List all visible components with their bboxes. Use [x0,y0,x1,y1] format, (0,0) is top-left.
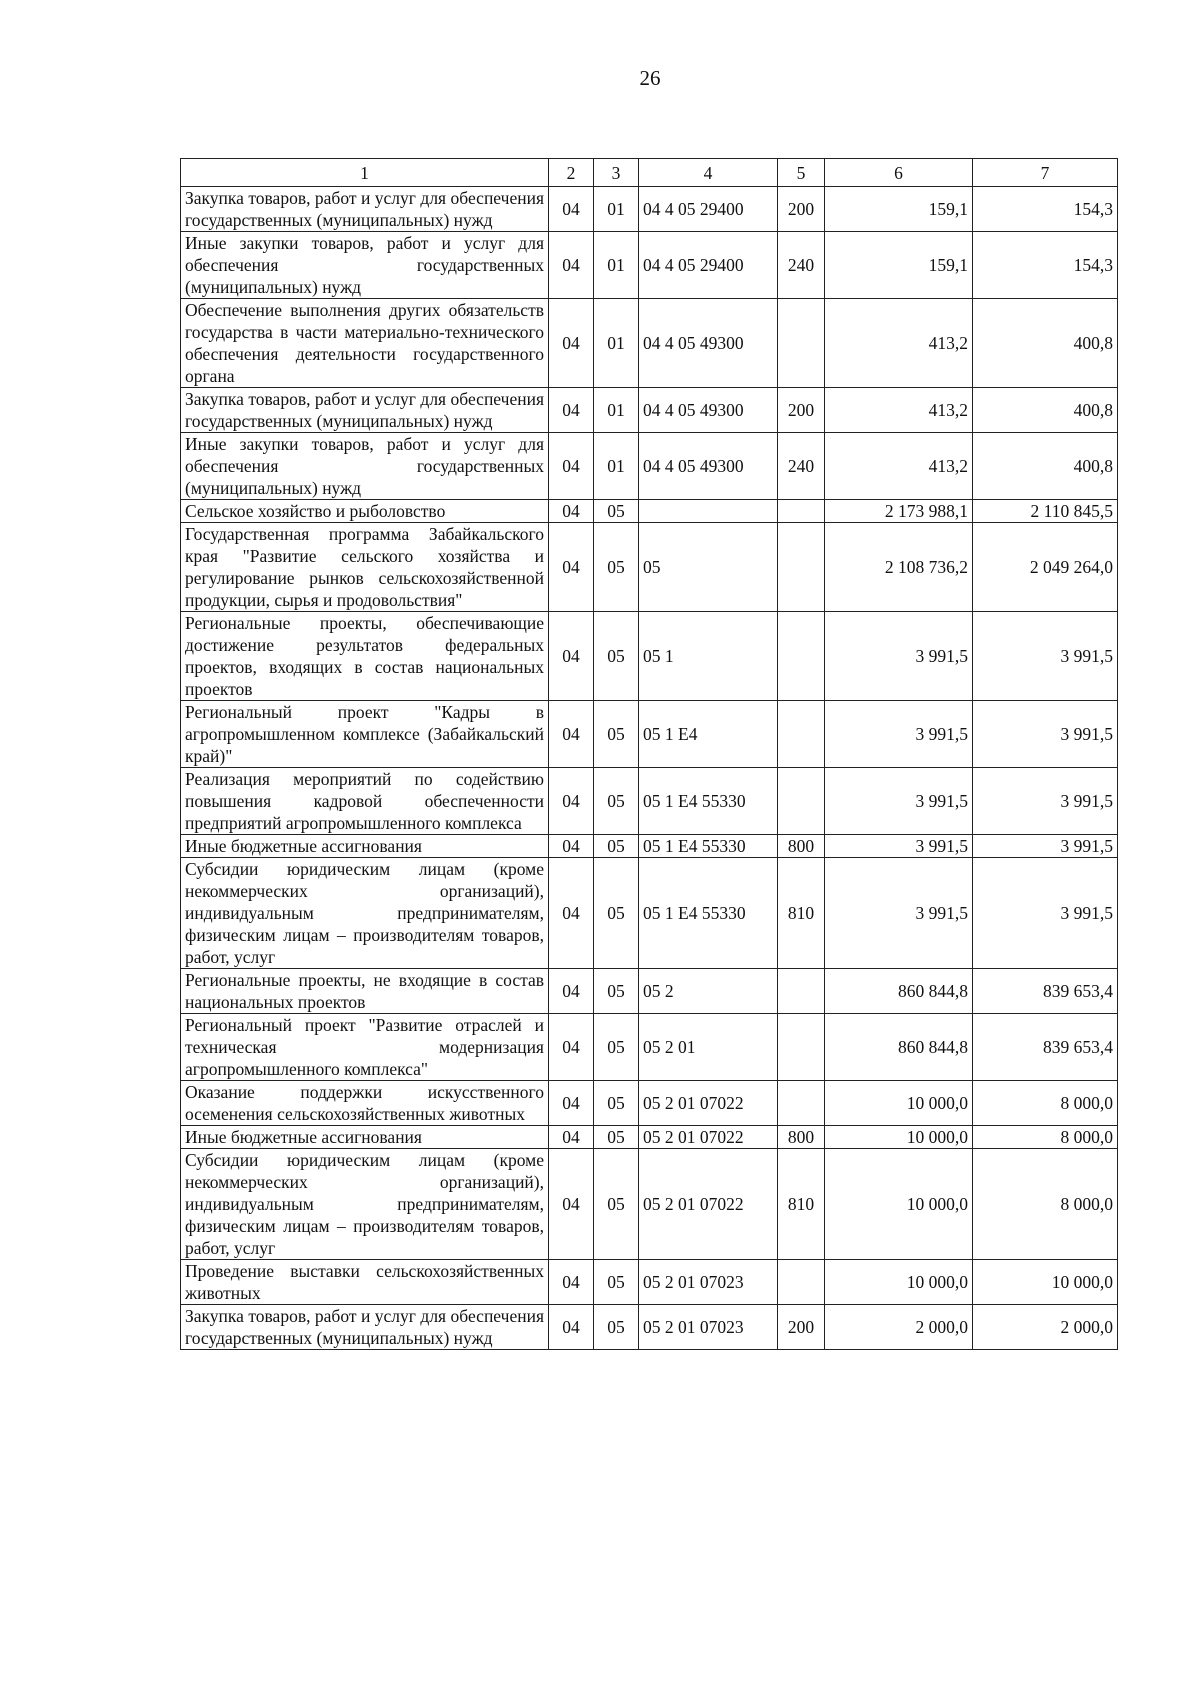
row-name-cell: Региональный проект "Развитие отраслей и техническая модернизация агропромышленного комплекса" [181,1014,549,1081]
expense-type-cell: 200 [778,187,825,232]
target-article-cell: 05 2 01 07023 [639,1260,778,1305]
section-code-cell: 04 [549,1014,594,1081]
target-article-cell: 05 1 E4 55330 [639,768,778,835]
amount-year2-cell: 8 000,0 [973,1081,1118,1126]
amount-year1-cell: 3 991,5 [825,612,973,701]
row-name-cell: Реализация мероприятий по содействию повышения кадровой обеспеченности предприятий агропромышленного комплекса [181,768,549,835]
amount-year2-cell: 400,8 [973,299,1118,388]
row-name-cell: Иные закупки товаров, работ и услуг для обеспечения государственных (муниципальных) нужд [181,232,549,299]
subsection-code-cell: 05 [594,1260,639,1305]
section-code-cell: 04 [549,1081,594,1126]
amount-year1-cell: 860 844,8 [825,1014,973,1081]
target-article-cell: 04 4 05 49300 [639,433,778,500]
row-name-cell: Иные бюджетные ассигнования [181,835,549,858]
subsection-code-cell: 01 [594,187,639,232]
table-row [181,1149,1118,1260]
target-article-cell: 04 4 05 29400 [639,187,778,232]
target-article-cell: 05 2 01 07022 [639,1149,778,1260]
column-header: 2 [549,159,594,187]
subsection-code-cell: 05 [594,1149,639,1260]
amount-year1-cell: 413,2 [825,388,973,433]
section-code-cell: 04 [549,1260,594,1305]
amount-year1-cell: 10 000,0 [825,1081,973,1126]
row-name-cell: Оказание поддержки искусственного осеменения сельскохозяйственных животных [181,1081,549,1126]
amount-year1-cell: 2 108 736,2 [825,523,973,612]
amount-year1-cell: 3 991,5 [825,858,973,969]
row-name-cell: Сельское хозяйство и рыболовство [181,500,549,523]
amount-year2-cell: 3 991,5 [973,768,1118,835]
expense-type-cell [778,1014,825,1081]
amount-year2-cell: 2 049 264,0 [973,523,1118,612]
column-header: 1 [181,159,549,187]
target-article-cell: 05 [639,523,778,612]
section-code-cell: 04 [549,433,594,500]
table-row [181,232,1118,299]
subsection-code-cell: 01 [594,299,639,388]
section-code-cell: 04 [549,858,594,969]
expense-type-cell [778,500,825,523]
target-article-cell: 05 2 01 07022 [639,1081,778,1126]
target-article-cell: 04 4 05 49300 [639,388,778,433]
amount-year2-cell: 839 653,4 [973,1014,1118,1081]
subsection-code-cell: 05 [594,768,639,835]
row-name-cell: Иные закупки товаров, работ и услуг для обеспечения государственных (муниципальных) нужд [181,433,549,500]
target-article-cell: 05 1 E4 55330 [639,858,778,969]
amount-year1-cell: 2 173 988,1 [825,500,973,523]
table-row [181,1081,1118,1126]
amount-year2-cell: 3 991,5 [973,612,1118,701]
row-name-cell: Государственная программа Забайкальского края "Развитие сельского хозяйства и регулирование рынков сельскохозяйственной продукции, сырья и продовольствия" [181,523,549,612]
subsection-code-cell: 05 [594,523,639,612]
table-row [181,1014,1118,1081]
row-name-cell: Проведение выставки сельскохозяйственных животных [181,1260,549,1305]
amount-year1-cell: 3 991,5 [825,768,973,835]
amount-year2-cell: 3 991,5 [973,835,1118,858]
subsection-code-cell: 05 [594,835,639,858]
section-code-cell: 04 [549,500,594,523]
target-article-cell: 05 1 [639,612,778,701]
page-number: 26 [639,66,661,90]
column-header: 7 [973,159,1118,187]
expense-type-cell [778,1081,825,1126]
row-name-cell: Региональный проект "Кадры в агропромышленном комплексе (Забайкальский край)" [181,701,549,768]
expense-type-cell: 200 [778,1305,825,1350]
amount-year2-cell: 3 991,5 [973,858,1118,969]
subsection-code-cell: 05 [594,500,639,523]
table-row [181,187,1118,232]
section-code-cell: 04 [549,523,594,612]
target-article-cell: 04 4 05 49300 [639,299,778,388]
subsection-code-cell: 01 [594,232,639,299]
subsection-code-cell: 01 [594,433,639,500]
column-header: 5 [778,159,825,187]
expense-type-cell: 240 [778,433,825,500]
amount-year2-cell: 400,8 [973,433,1118,500]
subsection-code-cell: 05 [594,612,639,701]
amount-year1-cell: 159,1 [825,232,973,299]
table-row [181,433,1118,500]
row-name-cell: Иные бюджетные ассигнования [181,1126,549,1149]
table-row [181,612,1118,701]
expense-type-cell: 810 [778,1149,825,1260]
subsection-code-cell: 01 [594,388,639,433]
expense-type-cell [778,701,825,768]
table-row [181,768,1118,835]
row-name-cell: Региональные проекты, обеспечивающие достижение результатов федеральных проектов, входящих в состав национальных проектов [181,612,549,701]
subsection-code-cell: 05 [594,969,639,1014]
section-code-cell: 04 [549,388,594,433]
row-name-cell: Закупка товаров, работ и услуг для обеспечения государственных (муниципальных) нужд [181,187,549,232]
amount-year2-cell: 154,3 [973,187,1118,232]
target-article-cell [639,500,778,523]
expense-type-cell: 240 [778,232,825,299]
section-code-cell: 04 [549,612,594,701]
section-code-cell: 04 [549,232,594,299]
amount-year2-cell: 839 653,4 [973,969,1118,1014]
section-code-cell: 04 [549,835,594,858]
amount-year2-cell: 400,8 [973,388,1118,433]
subsection-code-cell: 05 [594,701,639,768]
target-article-cell: 04 4 05 29400 [639,232,778,299]
row-name-cell: Закупка товаров, работ и услуг для обеспечения государственных (муниципальных) нужд [181,1305,549,1350]
expense-type-cell [778,969,825,1014]
row-name-cell: Закупка товаров, работ и услуг для обеспечения государственных (муниципальных) нужд [181,388,549,433]
amount-year2-cell: 2 000,0 [973,1305,1118,1350]
subsection-code-cell: 05 [594,1014,639,1081]
expense-type-cell [778,612,825,701]
row-name-cell: Региональные проекты, не входящие в состав национальных проектов [181,969,549,1014]
target-article-cell: 05 2 01 07023 [639,1305,778,1350]
expense-type-cell: 800 [778,835,825,858]
table-row [181,1126,1118,1149]
table-row [181,299,1118,388]
section-code-cell: 04 [549,701,594,768]
expense-type-cell: 200 [778,388,825,433]
section-code-cell: 04 [549,187,594,232]
expense-type-cell [778,1260,825,1305]
row-name-cell: Субсидии юридическим лицам (кроме некоммерческих организаций), индивидуальным предпринимателям, физическим лицам – производителям товаров, работ, услуг [181,858,549,969]
amount-year2-cell: 8 000,0 [973,1126,1118,1149]
amount-year1-cell: 10 000,0 [825,1126,973,1149]
table-row [181,969,1118,1014]
table-row [181,388,1118,433]
table-row [181,500,1118,523]
table-row [181,858,1118,969]
amount-year2-cell: 8 000,0 [973,1149,1118,1260]
expense-type-cell [778,523,825,612]
amount-year2-cell: 3 991,5 [973,701,1118,768]
amount-year1-cell: 413,2 [825,433,973,500]
section-code-cell: 04 [549,969,594,1014]
section-code-cell: 04 [549,299,594,388]
column-header: 4 [639,159,778,187]
amount-year1-cell: 10 000,0 [825,1149,973,1260]
table-row [181,1260,1118,1305]
table-row [181,1305,1118,1350]
expense-type-cell [778,299,825,388]
subsection-code-cell: 05 [594,1126,639,1149]
column-header: 6 [825,159,973,187]
column-header: 3 [594,159,639,187]
subsection-code-cell: 05 [594,1305,639,1350]
section-code-cell: 04 [549,768,594,835]
amount-year2-cell: 2 110 845,5 [973,500,1118,523]
subsection-code-cell: 05 [594,858,639,969]
amount-year1-cell: 860 844,8 [825,969,973,1014]
subsection-code-cell: 05 [594,1081,639,1126]
amount-year1-cell: 413,2 [825,299,973,388]
expense-type-cell: 810 [778,858,825,969]
amount-year1-cell: 3 991,5 [825,835,973,858]
table-row [181,523,1118,612]
amount-year1-cell: 2 000,0 [825,1305,973,1350]
amount-year2-cell: 154,3 [973,232,1118,299]
expense-type-cell [778,768,825,835]
table-row [181,701,1118,768]
amount-year1-cell: 10 000,0 [825,1260,973,1305]
section-code-cell: 04 [549,1149,594,1260]
budget-table [180,158,1118,1350]
row-name-cell: Субсидии юридическим лицам (кроме некоммерческих организаций), индивидуальным предпринимателям, физическим лицам – производителям товаров, работ, услуг [181,1149,549,1260]
table-row [181,835,1118,858]
expense-type-cell: 800 [778,1126,825,1149]
target-article-cell: 05 1 E4 55330 [639,835,778,858]
target-article-cell: 05 2 01 07022 [639,1126,778,1149]
amount-year2-cell: 10 000,0 [973,1260,1118,1305]
amount-year1-cell: 3 991,5 [825,701,973,768]
target-article-cell: 05 1 E4 [639,701,778,768]
target-article-cell: 05 2 01 [639,1014,778,1081]
section-code-cell: 04 [549,1126,594,1149]
target-article-cell: 05 2 [639,969,778,1014]
header-row [181,159,1118,187]
section-code-cell: 04 [549,1305,594,1350]
amount-year1-cell: 159,1 [825,187,973,232]
row-name-cell: Обеспечение выполнения других обязательств государства в части материально-технического обеспечения деятельности государственного органа [181,299,549,388]
